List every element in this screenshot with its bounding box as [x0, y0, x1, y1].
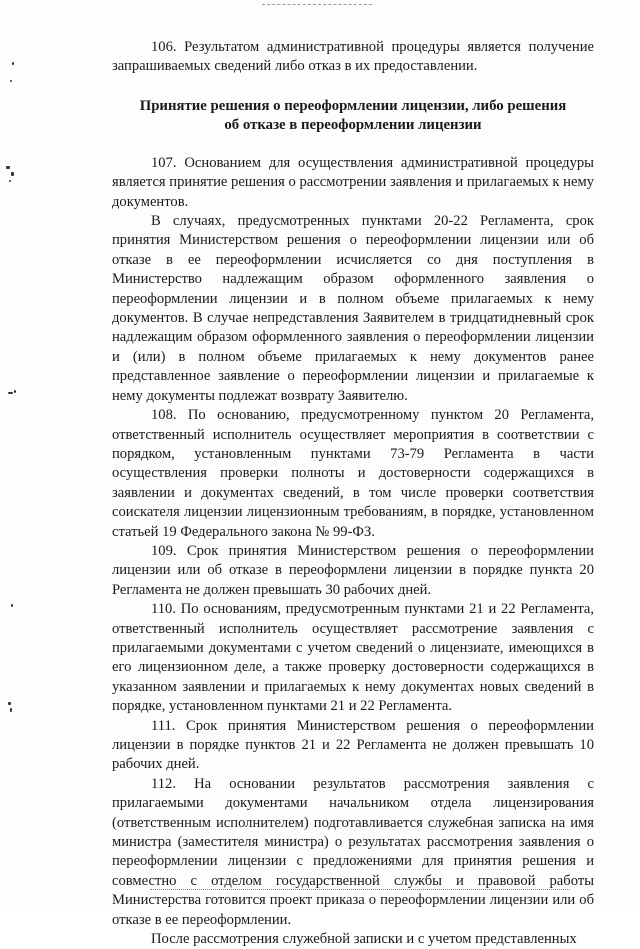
intro-paragraph: 106. Результатом административной процедуры является получение запрашиваемых сведений либо отказ в их предоставлении. [112, 39, 594, 75]
top-edge-line [262, 4, 372, 5]
paragraph-107: 107. Основанием для осуществления административной процедуры является принятие решения о рассмотрении заявления и прилагаемых к нему документов. [112, 154, 594, 210]
paragraph-108: 108. По основанию, предусмотренному пунктом 20 Регламента, ответственный исполнитель осуществляет мероприятия в соответствии с порядком, установленным пунктами 73-79 Регламента в части осуществления проверки полноты и достоверности содержащихся в заявлении и документах сведений, в том числе проверки соответствия соискателя лицензии лицензионным требованиям, в порядке, установленном статьей 19 Федерального закона № 99-ФЗ. [112, 407, 594, 540]
paragraph-110: 110. По основаниям, предусмотренным пунктами 21 и 22 Регламента, ответственный исполнитель осуществляет рассмотрение заявления с прилагаемыми документами с учетом сведений о лицензиате, имеющихся в его лицензионном деле, а также проверку достоверности содержащихся в указанном заявлении и прилагаемых к нему документах новых сведений в порядке, установленном пунктами 21 и 22 Регламента. [112, 601, 594, 715]
paragraph-107-cont: В случаях, предусмотренных пунктами 20-22 Регламента, срок принятия Министерством решения о переоформлении лицензии или об отказе в ее переоформлении исчисляется со дня поступления в Министерство надлежащим образом оформленного заявления о переоформлении лицензии и в полном объеме прилагаемых к нему документов. В случае непредставления Заявителем в тридцатидневный срок надлежащим образом оформленного заявления о переоформлении лицензии и (или) в полном объеме прилагаемых к нему документов ранее представленное заявление о переоформлении лицензии и прилагаемые к нему документы подлежат возврату Заявителю. [112, 213, 594, 404]
scan-artifacts [0, 0, 60, 905]
paragraph-111: 111. Срок принятия Министерством решения о переоформлении лицензии в порядке пунктов 21 и 22 Регламента не должен превышать 10 рабочих дней. [112, 717, 594, 773]
section-heading [112, 97, 594, 135]
paragraph-112-cont: После рассмотрения служебной записки и с учетом представленных [151, 931, 577, 948]
bottom-edge-line [150, 889, 570, 890]
section-heading-line-2: об отказе в переоформлении лицензии [224, 116, 482, 133]
section-heading-line-1: Принятие решения о переоформлении лицензии, либо решения [139, 97, 567, 114]
document-body [112, 38, 594, 949]
paragraph-109: 109. Срок принятия Министерством решения о переоформлении лицензии или об отказе в переоформлени лицензии в порядке пункта 20 Регламента не должен превышать 30 рабочих дней. [112, 542, 594, 598]
paragraph-112: 112. На основании результатов рассмотрения заявления с прилагаемыми документами начальником отдела лицензирования (ответственным исполнителем) подготавливается служебная записка на имя министра (заместителя министра) о результатах рассмотрения заявления о переоформлении лицензии с предложениями для принятия решения и совместно с отделом государственной службы и правовой работы Министерства готовится проект приказа о переоформлении лицензии или об отказе в ее переоформлении. [112, 775, 594, 928]
